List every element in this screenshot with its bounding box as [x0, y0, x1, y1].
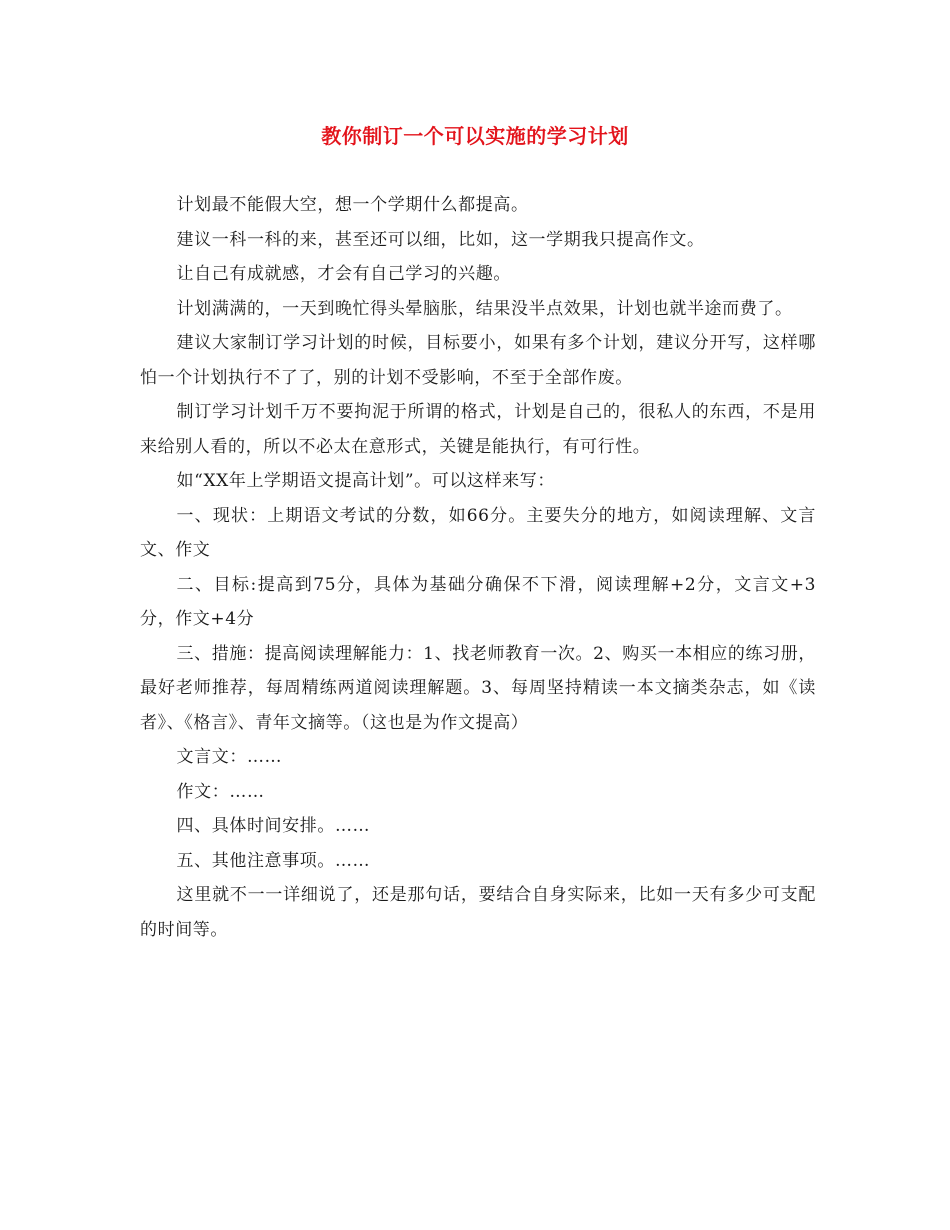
- paragraph: 四、具体时间安排。……: [176, 816, 371, 836]
- document-body: [140, 188, 816, 947]
- paragraph: 文言文：……: [176, 747, 283, 767]
- document-title: 教你制订一个可以实施的学习计划: [321, 124, 629, 148]
- paragraph: 计划最不能假大空，想一个学期什么都提高。: [176, 195, 529, 215]
- paragraph: 五、其他注意事项。……: [176, 850, 371, 871]
- paragraph: 这里就不一一详细说了，还是那句话，要结合自身实际来，比如一天有多少可支配的时间等。: [140, 885, 816, 940]
- paragraph: 三、措施：提高阅读理解能力：1、找老师教育一次。2、购买一本相应的练习册，最好老师推荐，每周精练两道阅读理解题。3、每周坚持精读一本文摘类杂志，如《读者》、《格言》、青年文摘等。（这也是为作文提高）: [140, 643, 816, 733]
- paragraph: 一、现状：上期语文考试的分数，如66分。主要失分的地方，如阅读理解、文言文、作文: [140, 505, 816, 560]
- paragraph: 制订学习计划千万不要拘泥于所谓的格式，计划是自己的，很私人的东西，不是用来给别人看的，所以不必太在意形式，关键是能执行，有可行性。: [140, 402, 816, 457]
- paragraph: 计划满满的，一天到晚忙得头晕脑胀，结果没半点效果，计划也就半途而费了。: [176, 298, 793, 319]
- paragraph: 建议大家制订学习计划的时候，目标要小，如果有多个计划，建议分开写，这样哪怕一个计划执行不了了，别的计划不受影响，不至于全部作废。: [140, 333, 816, 388]
- paragraph: 二、目标:提高到75分，具体为基础分确保不下滑，阅读理解+2分，文言文+3分，作文+4分: [140, 574, 816, 629]
- paragraph: 作文：……: [176, 781, 265, 802]
- paragraph: 如“XX年上学期语文提高计划”。可以这样来写：: [176, 471, 555, 491]
- paragraph: 让自己有成就感，才会有自己学习的兴趣。: [176, 264, 511, 284]
- paragraph: 建议一科一科的来，甚至还可以细，比如，这一学期我只提高作文。: [176, 229, 705, 250]
